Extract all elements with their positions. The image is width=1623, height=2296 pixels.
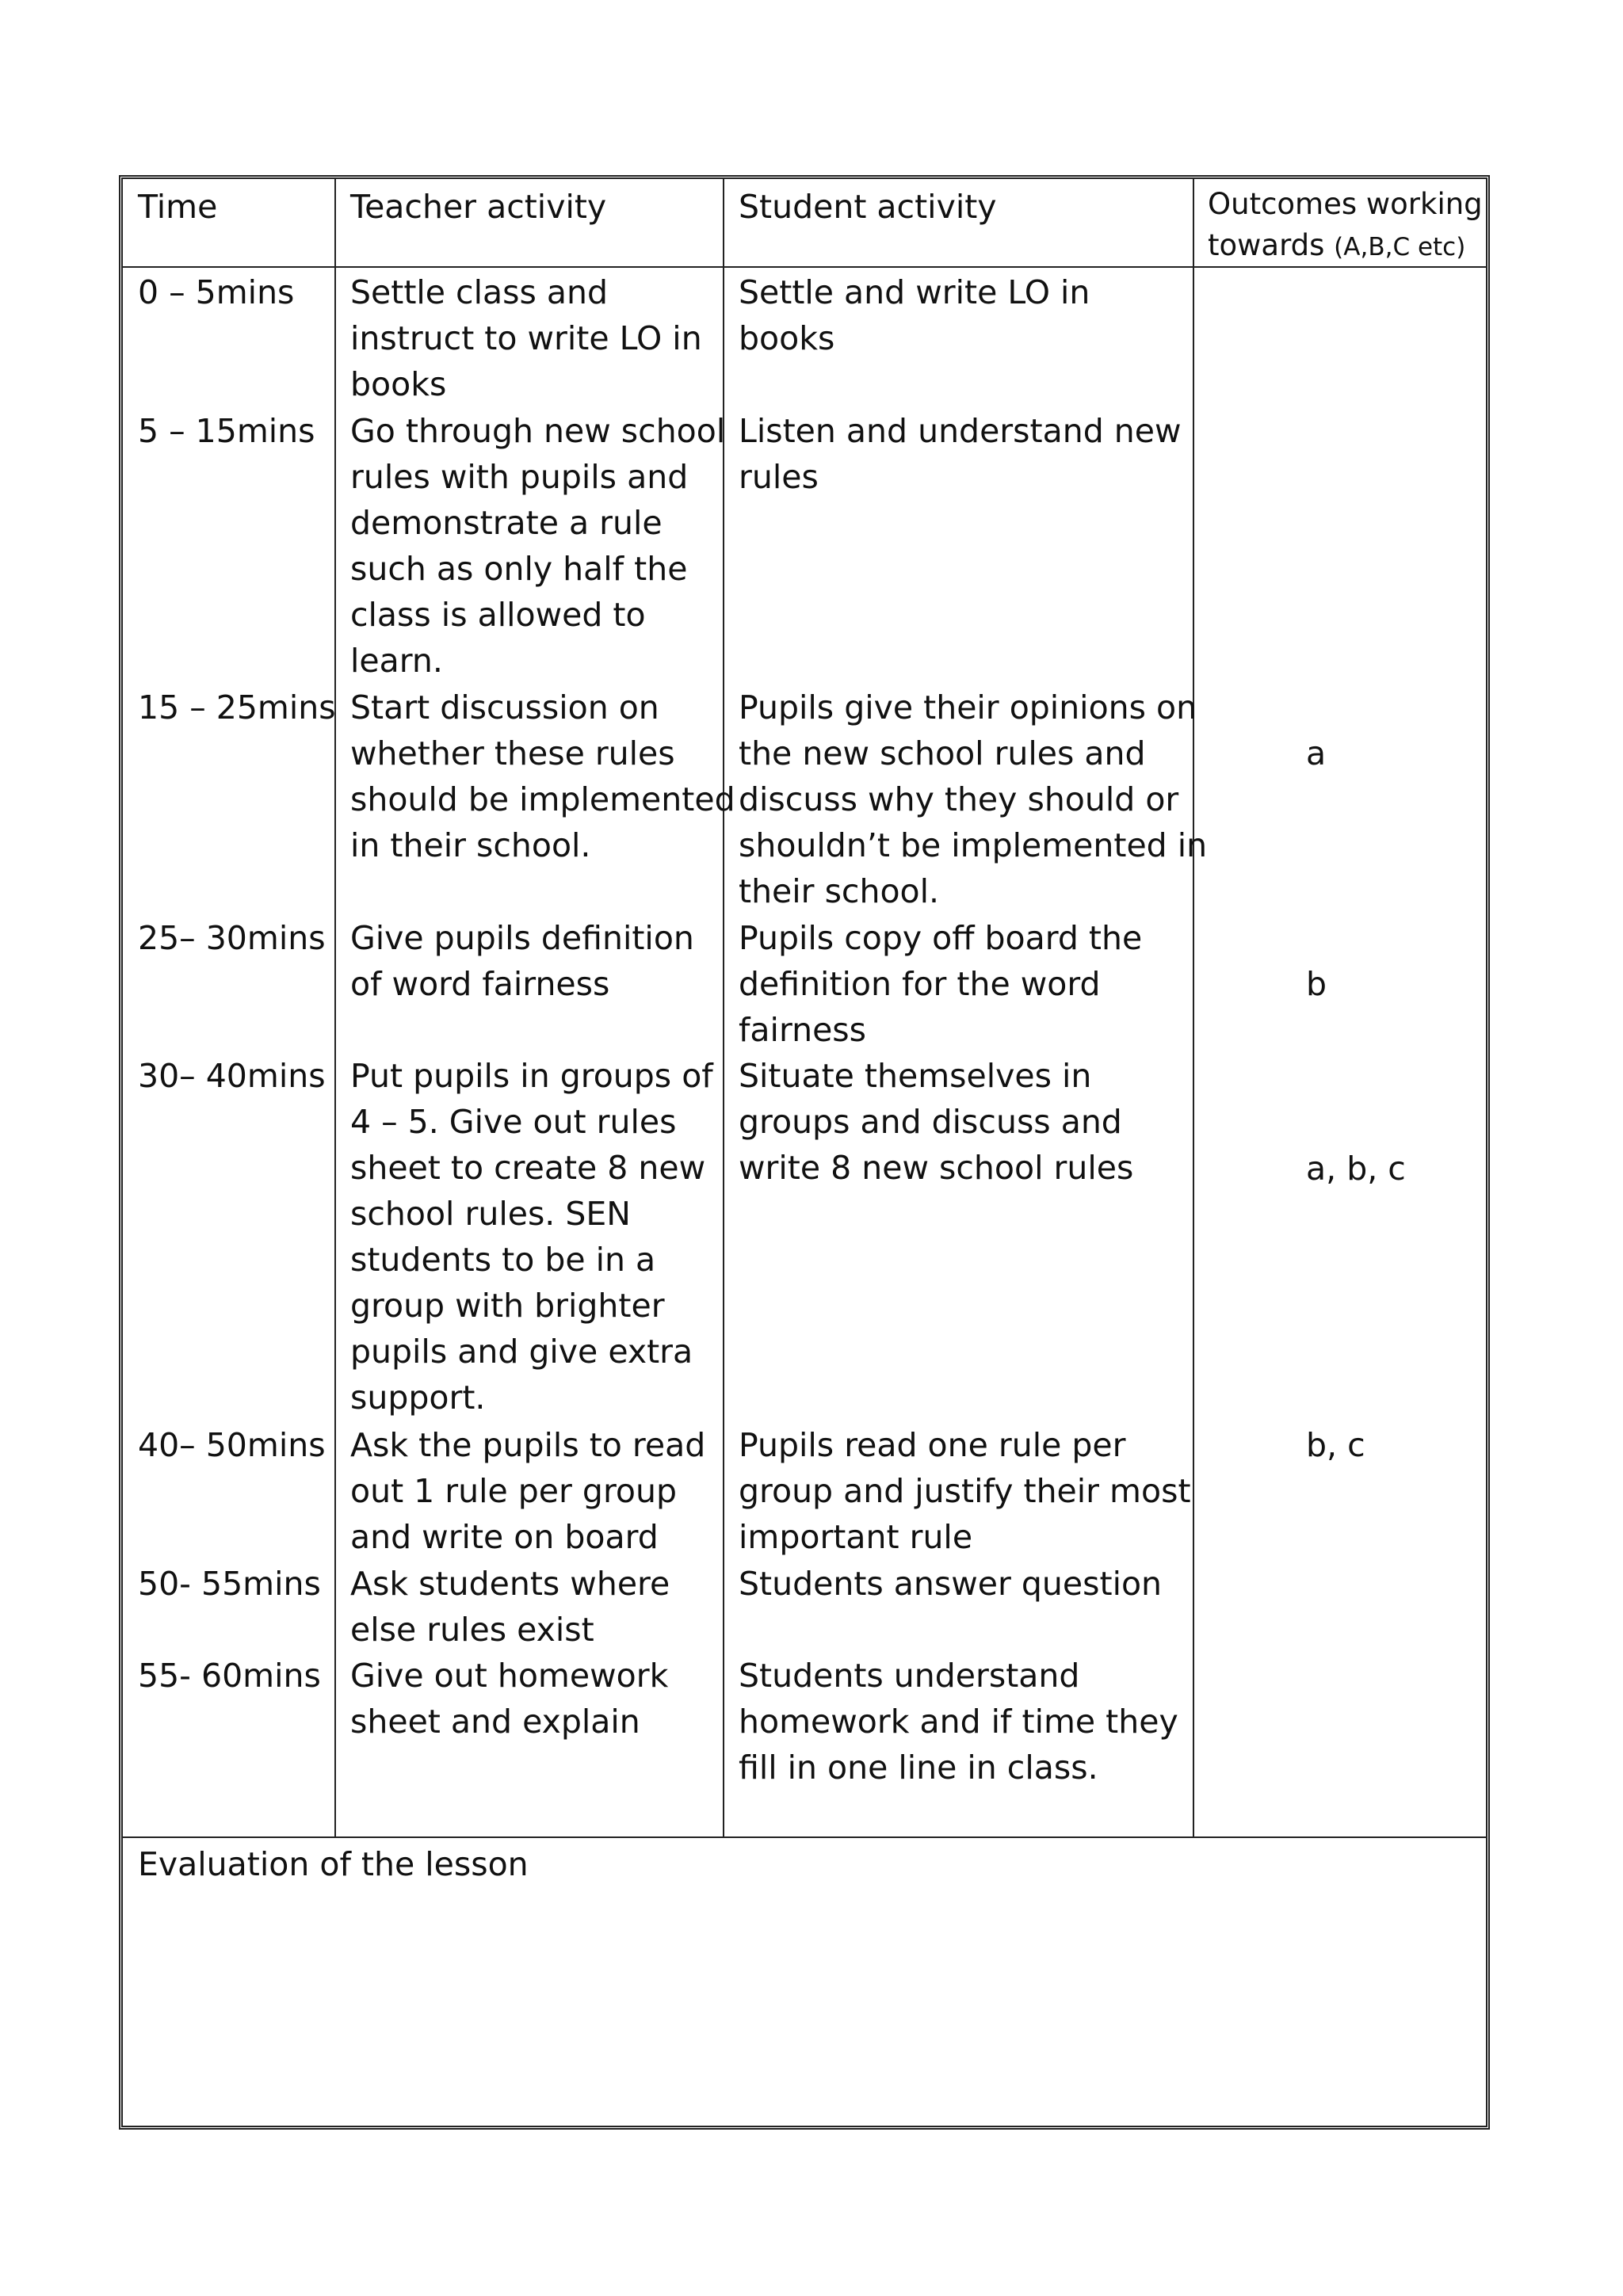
header-outcomes-line2: towards (A,B,C etc) bbox=[1208, 228, 1466, 262]
row-teacher-activity: Put pupils in groups of 4 – 5. Give out rules sheet to create 8 new school rules. SEN students to be in a group with brighter pupils and give extra support. bbox=[350, 1057, 713, 1417]
row-time: 5 – 15mins bbox=[138, 412, 315, 450]
row-student-activity: Students understand homework and if time they fill in one line in class. bbox=[739, 1657, 1178, 1787]
row-time: 40– 50mins bbox=[138, 1426, 326, 1464]
column-divider bbox=[334, 179, 336, 1836]
row-student-activity: Settle and write LO in books bbox=[739, 273, 1090, 357]
row-outcome: b, c bbox=[1306, 1426, 1365, 1464]
row-time: 55- 60mins bbox=[138, 1657, 321, 1695]
row-student-activity: Students answer question bbox=[739, 1565, 1163, 1603]
row-teacher-activity: Start discussion on whether these rules should be implemented in their school. bbox=[350, 688, 735, 864]
header-outcomes-note: (A,B,C etc) bbox=[1334, 233, 1466, 261]
row-time: 50- 55mins bbox=[138, 1565, 321, 1603]
row-student-activity: Pupils read one rule per group and justify their most important rule bbox=[739, 1426, 1191, 1556]
row-teacher-activity: Go through new school rules with pupils and demonstrate a rule such as only half the class is allowed to learn. bbox=[350, 412, 726, 680]
header-time: Time bbox=[138, 188, 218, 226]
evaluation-label: Evaluation of the lesson bbox=[138, 1845, 529, 1883]
row-teacher-activity: Give pupils definition of word fairness bbox=[350, 919, 694, 1003]
row-teacher-activity: Ask students where else rules exist bbox=[350, 1565, 670, 1649]
row-outcome: a bbox=[1306, 734, 1327, 772]
row-student-activity: Listen and understand new rules bbox=[739, 412, 1182, 496]
row-teacher-activity: Settle class and instruct to write LO in books bbox=[350, 273, 702, 403]
row-time: 0 – 5mins bbox=[138, 273, 295, 311]
header-student-activity: Student activity bbox=[739, 188, 997, 226]
header-outcomes bbox=[1208, 184, 1483, 268]
header-outcomes-line1: Outcomes working bbox=[1208, 187, 1483, 221]
row-student-activity: Pupils copy off board the definition for the word fairness bbox=[739, 919, 1143, 1049]
row-time: 15 – 25mins bbox=[138, 688, 336, 727]
row-outcome: b bbox=[1306, 965, 1327, 1003]
row-student-activity: Situate themselves in groups and discuss and write 8 new school rules bbox=[739, 1057, 1134, 1187]
row-outcome: a, b, c bbox=[1306, 1150, 1406, 1188]
row-time: 25– 30mins bbox=[138, 919, 326, 957]
column-divider bbox=[1193, 179, 1194, 1836]
row-teacher-activity: Give out homework sheet and explain bbox=[350, 1657, 669, 1741]
row-time: 30– 40mins bbox=[138, 1057, 326, 1095]
row-student-activity: Pupils give their opinions on the new school rules and discuss why they should or shouldn’t be implemented in their school. bbox=[739, 688, 1208, 910]
header-teacher-activity: Teacher activity bbox=[350, 188, 607, 226]
row-teacher-activity: Ask the pupils to read out 1 rule per group and write on board bbox=[350, 1426, 706, 1556]
evaluation-divider bbox=[123, 1836, 1486, 1838]
